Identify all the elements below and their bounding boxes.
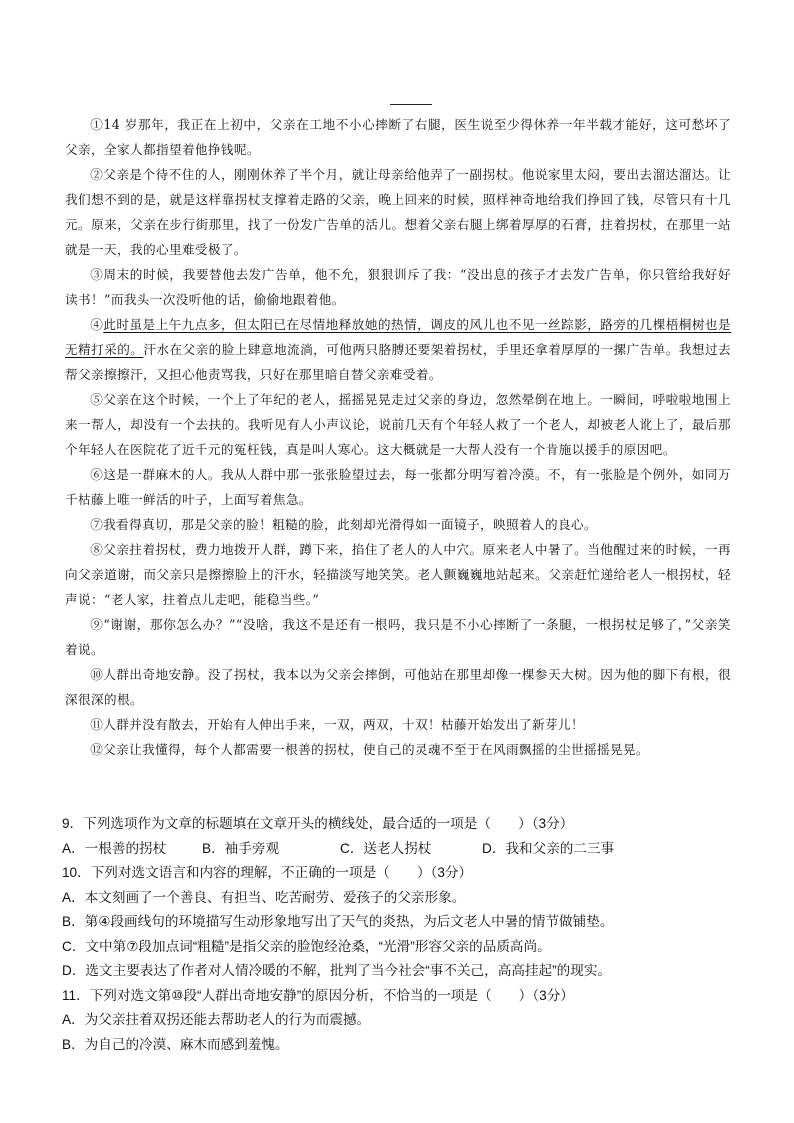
question-11-option-a: A．为父亲拄着双拐还能去帮助老人的行为而震撼。: [62, 1012, 371, 1027]
paragraph-6: ⑥这是一群麻木的人。我从人群中那一张张脸望过去，每一张都分明写着冷漠。不，有一张脸是个例外，如同万千枯藤上唯一鲜活的叶子，上面写着焦急。: [65, 467, 731, 507]
paragraph-5: ⑤父亲在这个时候，一个上了年纪的老人，摇摇晃晃走过父亲的身边，忽然晕倒在地上。一瞬间，呼啦啦地围上来一帮人，却没有一个去扶的。我听见有人小声议论，说前几天有个年轻人救了一个老人，却被老人讹上了，最后那个年轻人在医院花了近千元的冤枉钱，真是叫人寒心。这大概就是一大帮人没有一个肯施以援手的原因吧。: [65, 392, 731, 457]
option-b: B．袖手旁观: [202, 840, 280, 856]
question-11: 11．下列对选文第⑩段“人群出奇地安静”的原因分析，不恰当的一项是（ ）（3分）: [62, 987, 574, 1003]
option-a: A．一根善的拐杖: [62, 840, 167, 856]
paragraph-12: ⑫父亲让我懂得，每个人都需要一根善的拐杖，使自己的灵魂不至于在风雨飘摇的尘世摇摇晃晃。: [90, 742, 649, 757]
question-10-option-c: C．文中第⑦段加点词“粗糙”是指父亲的脸饱经沧桑，“光滑”形容父亲的品质高尚。: [62, 938, 551, 954]
question-10-option-a: A．本文刻画了一个善良、有担当、吃苦耐劳、爱孩子的父亲形象。: [62, 889, 466, 905]
question-10-option-d: D．选文主要表达了作者对人情冷暖的不解，批判了当今社会“事不关己，高高挂起”的现实。: [62, 963, 612, 978]
paragraph-10: ⑩人群出奇地安静。没了拐杖，我本以为父亲会摔倒，可他站在那里却像一棵参天大树。因为他的脚下有根，很深很深的根。: [65, 667, 731, 707]
paragraph-4-rest: 汗水在父亲的脸上肆意地流淌，可他两只胳膊还要架着拐杖，手里还拿着厚厚的一摞广告单。我想过去帮父亲擦擦汗，又担心他责骂我，只好在那里暗自替父亲难受着。: [65, 342, 732, 382]
question-9: 9．下列选项作为文章的标题填在文章开头的横线处，最合适的一项是（ ）（3分）: [62, 816, 574, 831]
question-11-option-b: B．为自己的冷漠、麻木而感到羞愧。: [62, 1036, 289, 1052]
option-c: C．送老人拐杖: [340, 840, 432, 856]
paragraph-2: ②父亲是个待不住的人，刚刚休养了半个月，就让母亲给他弄了一副拐杖。他说家里太闷，要出去溜达溜达。让我们想不到的是，就是这样靠拐杖支撑着走路的父亲，晚上回来的时候，照样神奇地给我们挣回了钱，尽管只有十几元。原来，父亲在步行街那里，找了一份发广告单的活儿。想着父亲右腿上绑着厚厚的石膏，拄着拐杖，在那里一站就是一天，我的心里难受极了。: [65, 167, 731, 257]
reading-passage: [65, 112, 731, 762]
questions-section: [62, 812, 742, 1057]
title-blank-line: [390, 104, 432, 105]
paragraph-11: ⑪人群并没有散去，开始有人伸出手来，一双，两双，十双！枯藤开始发出了新芽儿！: [90, 717, 584, 732]
paragraph-3: ③周末的时候，我要替他去发广告单，他不允，狠狠训斥了我：“没出息的孩子才去发广告单，你只管给我好好读书！”而我头一次没听他的话，偷偷地跟着他。: [65, 267, 731, 307]
paragraph-9: ⑨“谢谢，那你怎么办？”“没啥，我这不是还有一根吗，我只是不小心摔断了一条腿，一根拐杖足够了，”父亲笑着说。: [65, 617, 731, 657]
option-d: D．我和父亲的二三事: [482, 840, 615, 856]
question-9-options: [62, 837, 742, 862]
paragraph-4: [65, 312, 731, 387]
paragraph-8: ⑧父亲拄着拐杖，费力地拨开人群，蹲下来，掐住了老人的人中穴。原来老人中暑了。当他醒过来的时候，一再向父亲道谢，而父亲只是擦擦脸上的汗水，轻描淡写地笑笑。老人颤巍巍地站起来。父亲赶忙递给老人一根拐杖，轻声说：“老人家，拄着点儿走吧，能稳当些。”: [65, 542, 731, 607]
question-10-option-b: B．第④段画线句的环境描写生动形象地写出了天气的炎热，为后文老人中暑的情节做铺垫。: [62, 914, 614, 929]
paragraph-7: ⑦我看得真切，那是父亲的脸！粗糙的脸，此刻却光滑得如一面镜子，映照着人的良心。: [90, 517, 597, 532]
underlined-sentence: 此时虽是上午九点多，但太阳已在尽情地释放她的热情，调皮的风儿也不见一丝踪影，路旁的几棵梧桐树也是无精打采的。: [65, 317, 732, 357]
question-10: 10．下列对选文语言和内容的理解，不正确的一项是（ ）（3分）: [62, 865, 473, 880]
paragraph-4-number: ④: [90, 317, 104, 332]
paragraph-1: ①14 岁那年，我正在上初中，父亲在工地不小心摔断了右腿，医生说至少得休养一年半载才能好，这可愁坏了父亲，全家人都指望着他挣钱呢。: [65, 117, 731, 157]
